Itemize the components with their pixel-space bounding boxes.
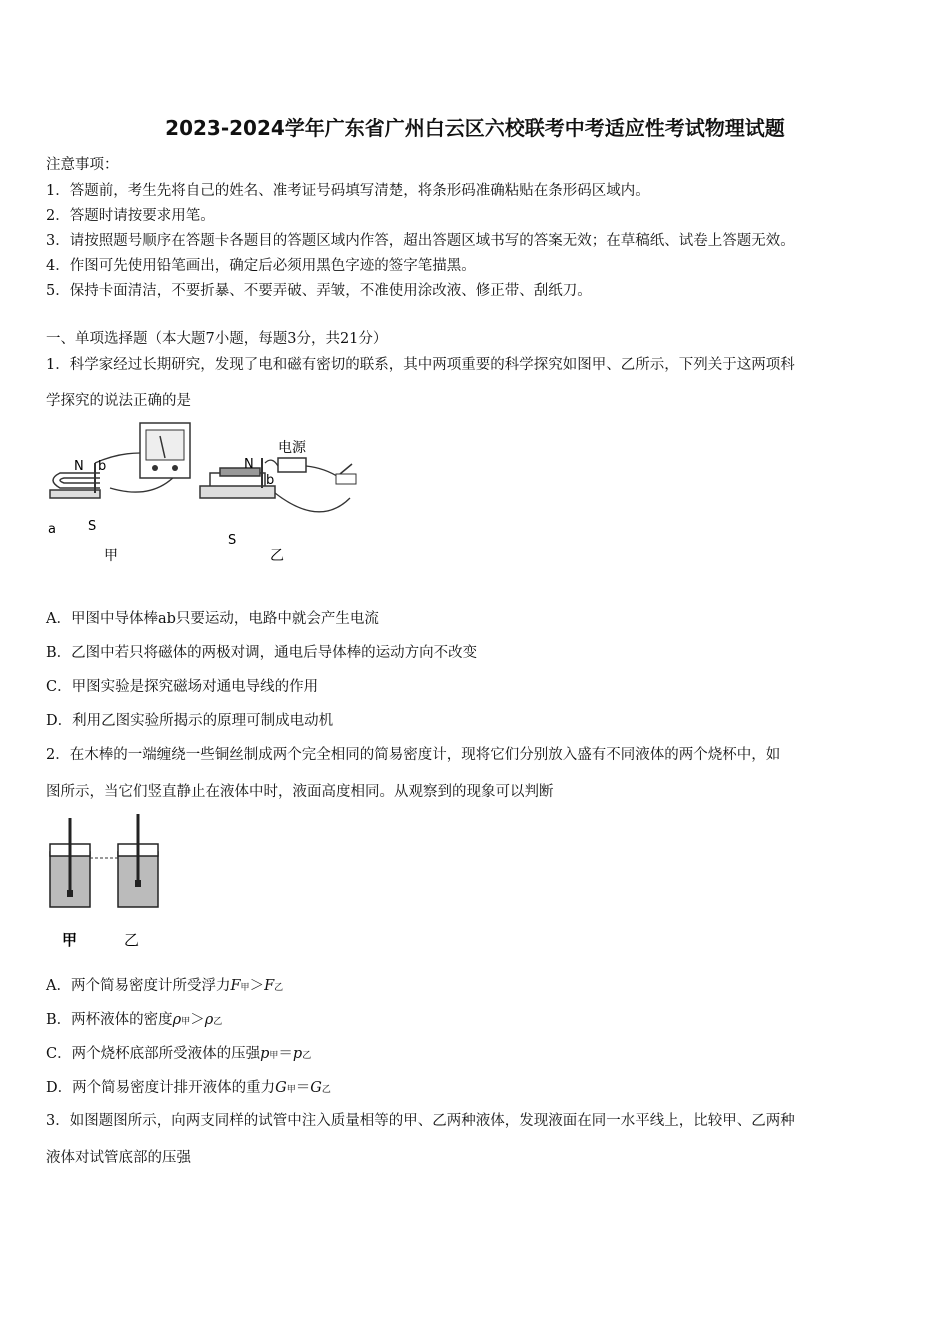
- label-n-yi: N: [244, 457, 254, 472]
- q2-option-a: A．两个简易密度计所受浮力F甲＞F乙: [46, 978, 284, 994]
- horseshoe-magnet-jia: [50, 473, 100, 498]
- figure-label-right: 乙: [124, 931, 140, 949]
- beaker-right-icon: [118, 814, 158, 907]
- label-s-yi: S: [228, 533, 237, 548]
- notice-heading: 注意事项：: [46, 157, 119, 173]
- section-heading: 一、单项选择题（本大题7小题，每题3分，共21分）: [46, 331, 388, 347]
- q1-option-a: A．甲图中导体棒ab只要运动，电路中就会产生电流: [46, 611, 379, 627]
- label-a-jia: a: [48, 522, 56, 537]
- q1-option-d: D．利用乙图实验所揭示的原理可制成电动机: [46, 713, 334, 729]
- label-n-jia: N: [74, 459, 84, 474]
- q2-option-d: D．两个简易密度计排开液体的重力G甲＝G乙: [46, 1080, 331, 1096]
- q1-option-b: B．乙图中若只将磁体的两极对调，通电后导体棒的运动方向不改变: [46, 645, 478, 661]
- notice-item: 5．保持卡面清洁，不要折暴、不要弄破、弄皱，不准使用涂改液、修正带、刮纸刀。: [46, 283, 592, 299]
- q1-stem: 1．科学家经过长期研究，发现了电和磁有密切的联系，其中两项重要的科学探究如图甲、乙所示，下列关于这两项科: [46, 357, 795, 373]
- horseshoe-magnet-yi: [200, 468, 275, 498]
- q2-stem: 2．在木棒的一端缠绕一些铜丝制成两个完全相同的简易密度计，现将它们分别放入盛有不同液体的两个烧杯中，如: [46, 747, 781, 763]
- q1-option-c: C．甲图实验是探究磁场对通电导线的作用: [46, 679, 319, 695]
- label-power-yi: 电源: [278, 440, 306, 456]
- q1-stem-cont: 学探究的说法正确的是: [46, 393, 191, 409]
- q2-option-c: C．两个烧杯底部所受液体的压强p甲＝p乙: [46, 1046, 312, 1062]
- page-title: 2023-2024学年广东省广州白云区六校联考中考适应性考试物理试题: [165, 116, 785, 140]
- galvanometer-icon: [140, 423, 190, 478]
- q2-stem-cont: 图所示，当它们竖直静止在液体中时，液面高度相同。从观察到的现象可以判断: [46, 784, 554, 800]
- notice-item: 2．答题时请按要求用笔。: [46, 208, 215, 224]
- q3-stem-cont: 液体对试管底部的压强: [46, 1150, 191, 1166]
- notice-item: 1．答题前，考生先将自己的姓名、准考证号码填写清楚，将条形码准确粘贴在条形码区域内。: [46, 183, 650, 199]
- q1-figure: [40, 418, 380, 573]
- q2-option-b: B．两杯液体的密度ρ甲＞ρ乙: [46, 1012, 223, 1028]
- switch-icon: [336, 464, 356, 484]
- figure-label-left: 甲: [62, 931, 78, 949]
- notice-item: 3．请按照题号顺序在答题卡各题目的答题区域内作答，超出答题区域书写的答案无效；在草稿纸、试卷上答题无效。: [46, 233, 795, 249]
- label-b-yi: b: [266, 473, 275, 488]
- figure-label-yi: 乙: [270, 548, 284, 564]
- figure-label-jia: 甲: [104, 548, 118, 564]
- q2-figure: [44, 812, 174, 952]
- beaker-left-icon: [50, 818, 90, 907]
- q3-stem: 3．如图题图所示，向两支同样的试管中注入质量相等的甲、乙两种液体，发现液面在同一水平线上，比较甲、乙两种: [46, 1113, 795, 1129]
- notice-item: 4．作图可先使用铅笔画出，确定后必须用黑色字迹的签字笔描黑。: [46, 258, 476, 274]
- label-s-jia: S: [88, 519, 97, 534]
- label-b-jia: b: [98, 459, 107, 474]
- power-supply-icon: [278, 458, 306, 472]
